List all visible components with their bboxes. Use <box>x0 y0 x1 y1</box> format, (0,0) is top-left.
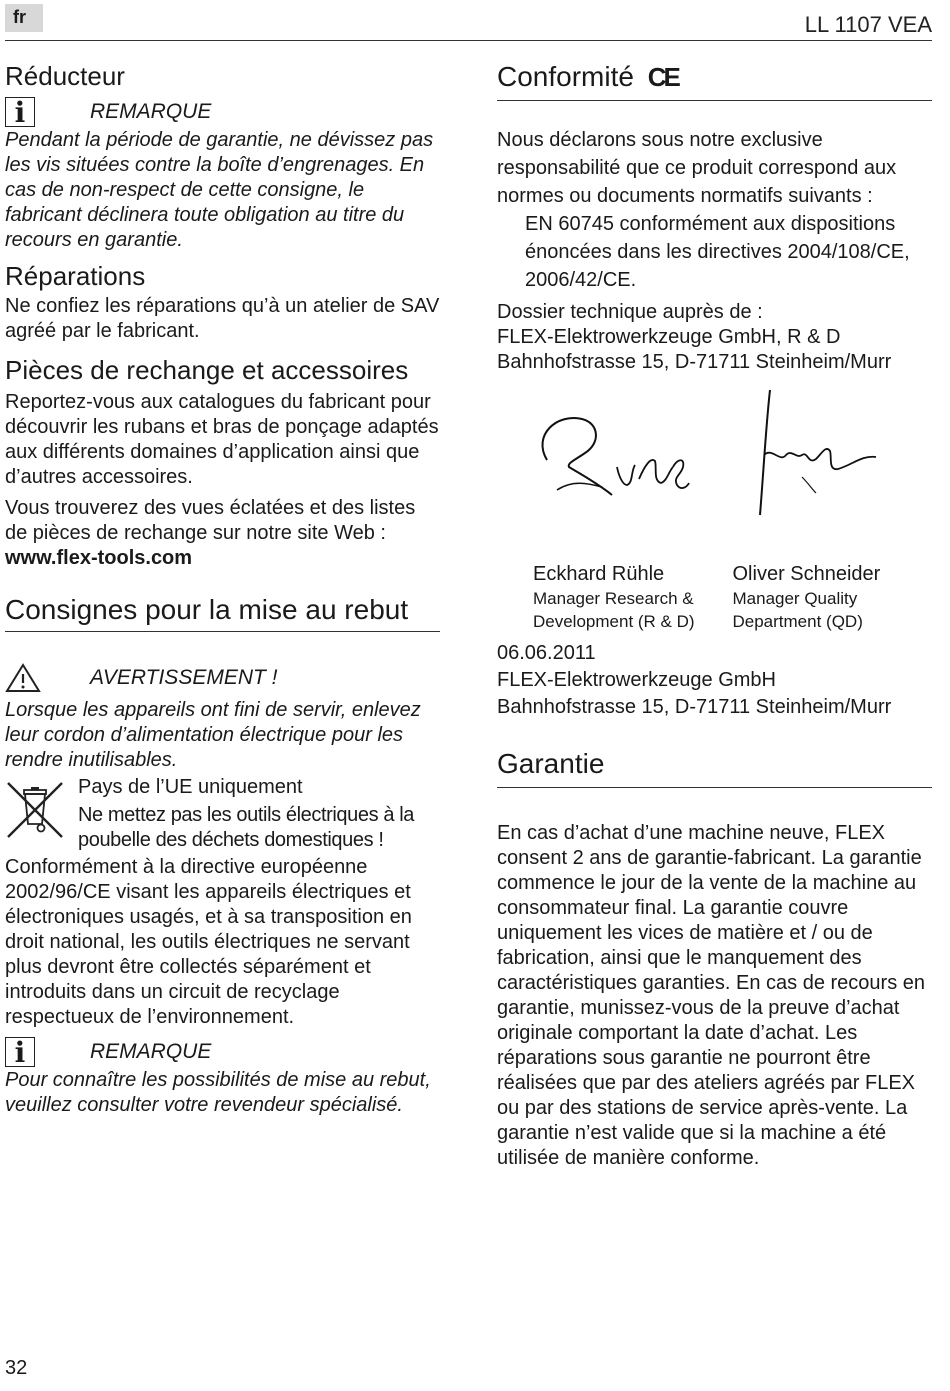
eu-title: Pays de l’UE uniquement <box>78 776 303 798</box>
conformite-title <box>497 60 932 94</box>
info-icon: i <box>5 1037 35 1067</box>
note-label: REMARQUE <box>90 1040 212 1063</box>
reducteur-text: Pendant la période de garantie, ne dévissez pas les vis situées contre la boîte d’engrenages. En cas de non-respect de cette consigne, le fabricant déclinera toute obligation au titre du recours en garantie. <box>5 129 434 251</box>
rebut-note-text: Pour connaître les possibilités de mise au rebut, veuillez consulter votre revendeur spécialisé. <box>5 1069 431 1116</box>
dossier-company: FLEX-Elektrowerkzeuge GmbH, R & D <box>497 326 841 348</box>
signature-ruehle <box>527 405 697 505</box>
right-column <box>497 58 932 1171</box>
reparations-title: Réparations <box>5 261 146 291</box>
signer-role-line-1: Manager Research & <box>533 589 694 608</box>
garantie-title: Garantie <box>497 748 605 779</box>
signer-role-line-2: Department (QD) <box>732 612 863 631</box>
warning-header <box>5 662 440 694</box>
crossed-out-bin-icon <box>5 777 65 843</box>
warning-label: AVERTISSEMENT ! <box>90 666 278 689</box>
pieces-text-1: Reportez-vous aux catalogues du fabricant pour découvrir les rubans et bras de ponçage adaptés aux différents domaines d’application ainsi que d’autres accessoires. <box>5 391 439 488</box>
header-rule <box>5 40 932 41</box>
rebut-title-rule <box>5 631 440 632</box>
signer-role-line-1: Manager Quality <box>732 589 858 608</box>
reducteur-title: Réducteur <box>5 61 125 91</box>
declaration-address: Bahnhofstrasse 15, D-71711 Steinheim/Murr <box>497 696 892 718</box>
weee-text <box>78 775 440 853</box>
signer-role-line-2: Development (R & D) <box>533 612 695 631</box>
garantie-text: En cas d’achat d’une machine neuve, FLEX consent 2 ans de garantie-fabricant. La garantie commence le jour de la vente de la machine au consommateur final. La garantie couvre uniquement les vices de matière et / ou de fabrication, ainsi que le manquement des caractéristiques garanties. En cas de recours en garantie, munissez-vous de la preuve d’achat originale comportant la date d’achat. Les réparations sous garantie ne pourront être réalisées que par des ateliers agréés par FLEX ou par des stations de service après-vente. La garantie n’est valide que si la machine a été utilisée de manière conforme. <box>497 822 925 1169</box>
directive-text: Conformément à la directive européenne 2002/96/CE visant les appareils électriques et électroniques usagés, et à sa transposition en droit national, les outils électriques ne servant plus devront être collectés séparément et introduits dans un circuit de recyclage respectueux de l’environnement. <box>5 856 412 1028</box>
left-column <box>5 58 440 1118</box>
rebut-title: Consignes pour la mise au rebut <box>5 594 409 625</box>
reducteur-note-header <box>5 96 440 128</box>
conformite-title-text: Conformité <box>497 61 634 92</box>
declaration-company: FLEX-Elektrowerkzeuge GmbH <box>497 669 776 691</box>
standard-text: EN 60745 conformément aux dispositions énoncées dans les directives 2004/108/CE, 2006/42/CE. <box>525 213 910 291</box>
dossier-address: Bahnhofstrasse 15, D-71711 Steinheim/Murr <box>497 351 892 373</box>
ce-mark: CE <box>647 62 678 92</box>
eu-text: Ne mettez pas les outils électriques à la poubelle des déchets domestiques ! <box>78 804 414 851</box>
declaration-date: 06.06.2011 <box>497 642 596 664</box>
page-number: 32 <box>5 1357 28 1379</box>
info-icon: i <box>5 97 35 127</box>
website-link[interactable]: www.flex-tools.com <box>5 547 193 569</box>
garantie-title-rule <box>497 787 932 788</box>
warning-text: Lorsque les appareils ont fini de servir, enlevez leur cordon d’alimentation électrique pour les rendre inutilisables. <box>5 699 421 771</box>
signers-list <box>533 561 932 637</box>
pieces-title: Pièces de rechange et accessoires <box>5 355 409 385</box>
language-tab: fr <box>5 4 43 32</box>
pieces-text-2: Vous trouverez des vues éclatées et des listes de pièces de rechange sur notre site Web : <box>5 497 416 544</box>
signer-2 <box>733 561 933 637</box>
dossier-label: Dossier technique auprès de : <box>497 301 763 323</box>
note-label: REMARQUE <box>90 100 212 123</box>
warning-triangle-icon <box>5 662 41 694</box>
signature-schneider <box>742 385 892 525</box>
signer-name: Eckhard Rühle <box>533 563 665 585</box>
conformite-text: Nous déclarons sous notre exclusive responsabilité que ce produit correspond aux normes ou documents normatifs suivants : <box>497 129 897 207</box>
conformite-title-rule <box>497 100 932 101</box>
signer-1 <box>533 561 733 637</box>
rebut-note-header <box>5 1036 440 1068</box>
model-number: LL 1107 VEA <box>804 12 932 37</box>
weee-notice <box>5 775 440 853</box>
signatures <box>497 385 932 561</box>
signer-name: Oliver Schneider <box>732 563 881 585</box>
reparations-text: Ne confiez les réparations qu’à un atelier de SAV agréé par le fabricant. <box>5 295 440 342</box>
